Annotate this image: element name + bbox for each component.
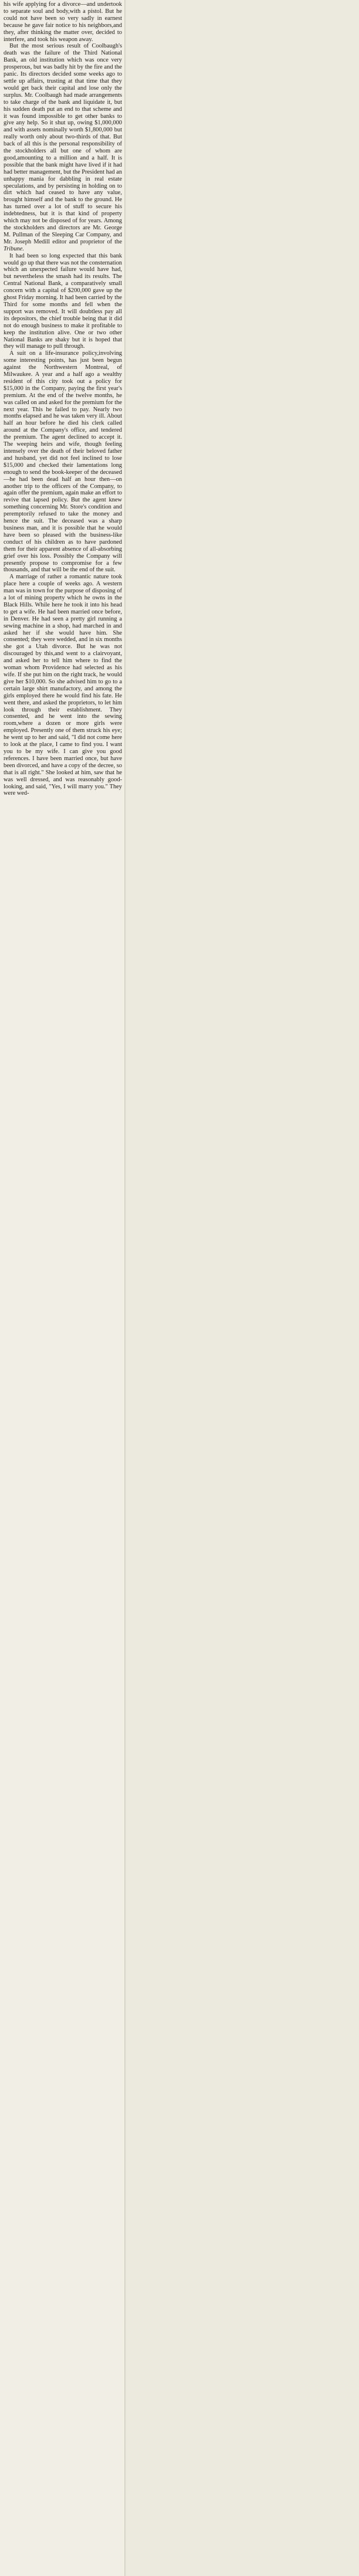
tribune-italic: Tribune. — [4, 245, 24, 252]
article-column — [0, 0, 124, 2576]
paragraph-romantic-marriage: A marriage of rather a romantic nature took place here a couple of weeks ago. A western man was in town for the purpose of disposing of a lot of mining property which he owns in the Black Hills. While here he took it into his head to get a wife. He had been married once before, in Denver. He had seen a pretty girl running a sewing machine in a shop, had marched in and asked her if she would have him. She consented; they were wedded, and in six months she got a Utah divorce. But he was not discouraged by this,and went to a clairvoyant, and asked her to tell him where to find the woman whom Providence had selected as his wife. If she put him on the right track, he would give her $10,000. So she advised him to go to a certain large shirt manufactory, and among the girls employed there he would find his fate. He went there, and asked the proprietors, to let him look through their establishment. They consented, and he went into the sewing room,where a dozen or more girls were employed. Presently one of them struck his eye; he went up to her and said, "I did not come here to look at the place, I came to find you. I want you to be my wife. I can give you good references. I have been married once, but have been divorced, and have a copy of the decree, so that is all right." She looked at him, saw that he was well dressed, and was reasonably good-looking, and said, "Yes, I will marry you." They were wed- — [4, 574, 122, 797]
column-edge-shadow — [124, 0, 126, 2576]
paragraph-third-national-bank-text: But the most serious result of Coolbaugh's death was the failure of the Third National Bank, an old institution which was once very prosperous, but was badly hit by the fire and the panic. Its directors decided some weeks ago to settle up affairs, trusting at that time that they would get back their capital and lose only the surplus. Mr. Coolbaugh had made arrangements to take charge of the bank and liquidate it, but his sudden death put an end to that scheme and it was found impossible to get other banks to give any help. So it shut up, owing $1,000,000 and with assets nominally worth $1,800,000 but really worth only about two-thirds of that. But back of all this is the personal responsibility of the stockholders all but one of whom are good,amounting to a million and a half. It is possible that the bank might have lived if it had had better management, but the President had an unhappy mania for dabbling in real estate speculations, and by persisting in holding on to dirt which had ceased to have any value, brought himself and the bank to the ground. He has turned over a lot of stuff to secure his indebtedness, but it is that kind of property which may not be disposed of for years. Among the stockholders and directors are Mr. George M. Pullman of the Sleeping Car Company, and Mr. Joseph Medill editor and proprietor of the — [4, 43, 122, 245]
paragraph-suicide-attempt: his wife applying for a divorce—and undertook to separate soul and body,with a pistol. But he could not have been so very sadly in earnest because he gave fair notice to his neighbors,and they, after thinking the matter over, decided to interfere, and took his weapon away. — [4, 1, 122, 43]
paragraph-life-insurance-suit: A suit on a life-insurance policy,involving some interesting points, has just been begun against the Northwestern Montreal, of Milwaukee. A year and a half ago a wealthy resident of this city took out a policy for $15,000 in the Company, paying the first year's premium. At the end of the twelve months, he was called on and asked for the premium for the next year. This he failed to pay. Nearly two months elapsed and he was taken very ill. About half an hour before he died his clerk called around at the Company's office, and tendered the premium. The agent declined to accept it. The weeping heirs and wife, though feeling intensely over the death of their beloved father and husband, yet did not feel inclined to lose $15,000 and checked their lamentations long enough to send the book-keeper of the deceased—he had been dead half an hour then—on another trip to the officers of the Company, to again offer the premium, again make an effort to revive that lapsed policy. But the agent knew something concerning Mr. Store's condition and peremptorily refused to take the money and hence the suit. The deceased was a sharp business man, and it is possible that he would have been so pleased with the business-like conduct of his children as to have pardoned them for their apparent absence of all-absorbing grief over his loss. Possibly the Company will presently propose to compromise for a few thousands, and that will be the end of the suit. — [4, 350, 122, 574]
paragraph-central-national-bank: It had been so long expected that this bank would go up that there was not the consternation which an unexpected failure would have had, but nevertheless the smash had its results. The Central National Bank, a comparatively small concern with a capital of $200,000 gave up the ghost Friday morning. It had been carried by the Third for some months and fell when the support was removed. It will doubtless pay all its depositors, the chief trouble being that it did not do enough business to make it profitable to keep the institution alive. One or two other National Banks are shaky but it is hoped that they will manage to pull through. — [4, 252, 122, 350]
paragraph-third-national-bank — [4, 43, 122, 252]
